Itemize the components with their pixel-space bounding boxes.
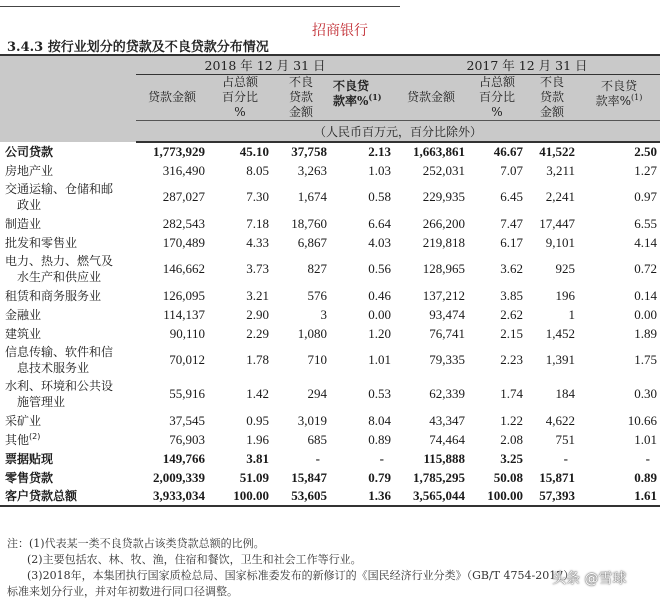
row-industry-name: 批发和零售业: [5, 235, 78, 250]
cell-loan-amount-2018: 287,027: [162, 189, 205, 204]
table-row: [0, 180, 660, 214]
footnotes: [7, 536, 574, 600]
col-pct-total-2018: 占总额 百分比 %: [221, 75, 258, 119]
cell-npl-ratio-2017: 0.89: [634, 469, 657, 485]
table-row: [0, 377, 660, 411]
row-industry-name: 金融业: [5, 307, 42, 322]
row-industry-name: 采矿业: [5, 413, 42, 428]
cell-npl-amount-2017: 57,393: [526, 487, 578, 506]
cell-pct-total-2017: 100.00: [468, 487, 526, 506]
cell-pct-total-2018: 7.18: [246, 215, 269, 231]
cell-loan-amount-2017: 1,785,295: [413, 469, 465, 485]
cell-loan-amount-2018: 114,137: [163, 306, 205, 322]
cell-pct-total-2018: 1.42: [246, 386, 269, 401]
col-npl-ratio-2018: 不良贷 款率%$^{(1)}$: [333, 79, 382, 108]
cell-loan-amount-2017: 3,565,044: [394, 487, 468, 506]
col-pct-total-2017: 占总额 百分比 %: [478, 75, 515, 119]
cell-loan-amount-2017: 62,339: [429, 386, 465, 401]
cell-loan-amount-2018: 146,662: [162, 261, 205, 276]
cell-pct-total-2018: 2.29: [246, 325, 269, 341]
col-npl-ratio-2017: 不良贷 款率%$^{(1)}$: [595, 79, 643, 108]
cell-loan-amount-2017: 1,663,861: [413, 144, 465, 159]
cell-npl-ratio-2017: 1.75: [634, 352, 657, 367]
col-npl-amount-2017: 不良 贷款 金额: [539, 75, 564, 119]
cell-pct-total-2018: 0.95: [246, 412, 269, 428]
table-row: [0, 487, 660, 506]
cell-loan-amount-2018: 55,916: [169, 386, 205, 401]
cell-pct-total-2017: 46.67: [493, 144, 523, 159]
cell-npl-ratio-2018: 0.46: [368, 287, 391, 303]
cell-npl-amount-2017: -: [563, 450, 568, 466]
cell-loan-amount-2018: 37,545: [169, 412, 205, 428]
cell-npl-ratio-2017: 0.30: [634, 386, 657, 401]
cell-npl-ratio-2018: -: [379, 450, 384, 466]
cell-pct-total-2018: 2.90: [246, 306, 269, 322]
table-row: [0, 430, 660, 449]
table-row: [0, 411, 660, 430]
cell-loan-amount-2018: 126,095: [162, 287, 205, 303]
cell-npl-amount-2018: 1,080: [297, 325, 327, 341]
cell-npl-amount-2018: 710: [307, 352, 327, 367]
cell-pct-total-2018: 45.10: [239, 144, 269, 159]
cell-npl-amount-2017: 3,211: [546, 162, 575, 178]
section-title: 3.4.3 按行业划分的贷款及不良贷款分布情况: [7, 40, 269, 55]
cell-npl-amount-2018: 576: [307, 287, 327, 303]
cell-loan-amount-2018: 282,543: [162, 215, 205, 231]
cell-loan-amount-2017: 115,888: [423, 450, 465, 466]
cell-npl-ratio-2018: 0.56: [368, 261, 391, 276]
cell-pct-total-2018: 1.96: [246, 431, 269, 447]
cell-pct-total-2017: 2.15: [500, 325, 523, 341]
cell-npl-amount-2018: 53,605: [272, 487, 330, 506]
cell-npl-amount-2018: 6,867: [297, 234, 327, 250]
cell-pct-total-2018: 3.73: [246, 261, 269, 276]
table-row: [0, 214, 660, 233]
cell-pct-total-2018: 1.78: [246, 352, 269, 367]
bank-brand-label: 招商银行: [312, 23, 368, 39]
cell-loan-amount-2017: 79,335: [429, 352, 465, 367]
row-industry-name: 制造业: [5, 216, 42, 231]
table-row: [0, 142, 660, 161]
cell-npl-amount-2017: 9,101: [545, 234, 575, 250]
cell-loan-amount-2018: 3,933,034: [136, 487, 208, 506]
col-loan-amount-2017: 贷款金额: [406, 90, 455, 104]
top-rule: [0, 6, 400, 7]
footnote-3-cont: 标准来划分行业，并对年初数进行同口径调整。: [7, 585, 238, 598]
cell-npl-amount-2017: 196: [555, 287, 575, 303]
col-loan-amount-2018: 贷款金额: [147, 90, 196, 104]
cell-npl-ratio-2018: 0.58: [368, 189, 391, 204]
table-row: [0, 343, 660, 377]
cell-npl-ratio-2017: 0.14: [634, 287, 657, 303]
cell-loan-amount-2018: 76,903: [169, 431, 205, 447]
cell-npl-amount-2017: 1: [568, 306, 575, 322]
cell-pct-total-2017: 6.45: [500, 189, 523, 204]
cell-npl-amount-2018: 15,847: [291, 469, 327, 485]
cell-npl-amount-2017: 925: [555, 261, 575, 276]
cell-pct-total-2017: 7.07: [500, 162, 523, 178]
table-row: [0, 233, 660, 252]
cell-npl-amount-2017: 17,447: [539, 215, 575, 231]
cell-npl-ratio-2018: 0.79: [368, 469, 391, 485]
watermark: 头条 @雪球: [552, 571, 627, 587]
table-row: [0, 305, 660, 324]
cell-npl-ratio-2017: 1.01: [634, 431, 657, 447]
cell-npl-ratio-2018: 1.36: [330, 487, 394, 506]
cell-pct-total-2018: 3.21: [246, 287, 269, 303]
cell-npl-ratio-2018: 8.04: [368, 412, 391, 428]
cell-loan-amount-2017: 137,212: [422, 287, 465, 303]
cell-npl-amount-2018: 3,019: [297, 412, 327, 428]
table-row: [0, 161, 660, 180]
header-blank: [0, 55, 136, 142]
table-row: [0, 468, 660, 487]
cell-npl-ratio-2017: 10.66: [627, 412, 657, 428]
cell-pct-total-2017: 7.47: [500, 215, 523, 231]
cell-pct-total-2017: 3.62: [500, 261, 523, 276]
cell-npl-amount-2018: 827: [307, 261, 327, 276]
cell-loan-amount-2017: 229,935: [422, 189, 465, 204]
cell-pct-total-2018: 100.00: [208, 487, 272, 506]
table-row: [0, 324, 660, 343]
cell-npl-ratio-2018: 0.53: [368, 386, 391, 401]
row-industry-name: 零售贷款: [5, 470, 54, 485]
row-industry-name: 房地产业: [5, 163, 54, 178]
cell-loan-amount-2017: 266,200: [422, 215, 465, 231]
cell-loan-amount-2017: 43,347: [429, 412, 465, 428]
year-header-2018: 2018 年 12 月 31 日: [136, 55, 394, 75]
cell-pct-total-2017: 2.08: [500, 431, 523, 447]
cell-npl-ratio-2017: 6.55: [634, 215, 657, 231]
cell-pct-total-2018: 8.05: [246, 162, 269, 178]
cell-npl-amount-2018: 3,263: [297, 162, 327, 178]
cell-npl-ratio-2018: 1.20: [368, 325, 391, 341]
cell-loan-amount-2017: 76,741: [429, 325, 465, 341]
cell-loan-amount-2017: 252,031: [422, 162, 465, 178]
cell-pct-total-2017: 1.22: [500, 412, 523, 428]
cell-npl-amount-2018: 3: [320, 306, 327, 322]
cell-npl-ratio-2018: 6.64: [368, 215, 391, 231]
loan-distribution-table-container: [0, 54, 660, 507]
cell-npl-amount-2018: 18,760: [291, 215, 327, 231]
loan-distribution-table: [0, 54, 660, 507]
cell-pct-total-2017: 50.08: [493, 469, 523, 485]
cell-pct-total-2017: 3.85: [500, 287, 523, 303]
cell-loan-amount-2018: 2,009,339: [153, 469, 205, 485]
row-industry-name: 水利、环境和公共设 施管理业: [5, 379, 114, 409]
cell-npl-ratio-2018: 0.89: [368, 431, 391, 447]
cell-npl-amount-2017: 4,622: [545, 412, 575, 428]
table-row: [0, 449, 660, 468]
cell-pct-total-2017: 2.23: [500, 352, 523, 367]
cell-npl-ratio-2017: 0.97: [634, 189, 657, 204]
cell-loan-amount-2017: 128,965: [422, 261, 465, 276]
row-industry-name: 公司贷款: [5, 144, 54, 159]
cell-loan-amount-2018: 170,489: [162, 234, 205, 250]
cell-pct-total-2017: 2.62: [500, 306, 523, 322]
cell-npl-amount-2018: -: [315, 450, 320, 466]
row-industry-name: 信息传输、软件和信 息技术服务业: [5, 345, 114, 375]
cell-npl-amount-2017: 2,241: [545, 189, 575, 204]
cell-npl-amount-2017: 15,871: [539, 469, 575, 485]
footnote-3: (3)2018年，本集团执行国家质检总局、国家标准委发布的新修订的《国民经济行业分类》（GB/T 4754-2017）: [27, 569, 575, 582]
cell-loan-amount-2018: 90,110: [169, 325, 205, 341]
row-industry-name: 交通运输、仓储和邮 政业: [5, 182, 114, 212]
col-npl-amount-2018: 不良 贷款 金额: [288, 75, 313, 119]
cell-pct-total-2017: 3.25: [500, 450, 523, 466]
cell-loan-amount-2018: 316,490: [162, 162, 205, 178]
cell-loan-amount-2017: 93,474: [429, 306, 465, 322]
cell-loan-amount-2018: 70,012: [169, 352, 205, 367]
row-industry-name: 客户贷款总额: [0, 487, 136, 506]
row-industry-name: 租赁和商务服务业: [5, 288, 102, 303]
cell-npl-ratio-2017: 4.14: [634, 234, 657, 250]
cell-npl-ratio-2018: 0.00: [368, 306, 391, 322]
cell-loan-amount-2018: 1,773,929: [153, 144, 205, 159]
cell-loan-amount-2018: 149,766: [162, 450, 205, 466]
footnote-1: 注：(1)代表某一类不良贷款占该类贷款总额的比例。: [7, 537, 265, 550]
cell-npl-ratio-2017: 0.72: [634, 261, 657, 276]
cell-npl-ratio-2018: 4.03: [368, 234, 391, 250]
cell-npl-amount-2017: 1,452: [545, 325, 575, 341]
cell-pct-total-2018: 51.09: [239, 469, 269, 485]
table-row: [0, 252, 660, 286]
cell-npl-amount-2017: 751: [555, 431, 575, 447]
cell-pct-total-2017: 6.17: [500, 234, 523, 250]
cell-loan-amount-2017: 219,818: [422, 234, 465, 250]
table-row: [0, 286, 660, 305]
cell-npl-ratio-2017: -: [645, 450, 650, 466]
cell-pct-total-2017: 1.74: [500, 386, 523, 401]
row-industry-name: 电力、热力、燃气及 水生产和供应业: [5, 254, 114, 284]
cell-npl-amount-2018: 294: [307, 386, 327, 401]
year-header-2017: 2017 年 12 月 31 日: [394, 55, 660, 75]
cell-pct-total-2018: 3.81: [246, 450, 269, 466]
cell-npl-amount-2017: 1,391: [545, 352, 575, 367]
cell-npl-ratio-2017: 1.61: [578, 487, 660, 506]
row-industry-name: 其他$^{(2)}$: [5, 431, 41, 447]
cell-npl-amount-2017: 41,522: [539, 144, 575, 159]
cell-npl-ratio-2017: 1.89: [634, 325, 657, 341]
unit-note: （人民币百万元，百分比除外）: [136, 121, 660, 143]
cell-npl-ratio-2018: 1.01: [368, 352, 391, 367]
row-industry-name: 建筑业: [5, 326, 42, 341]
cell-npl-ratio-2018: 2.13: [368, 144, 391, 159]
cell-npl-ratio-2017: 1.27: [634, 162, 657, 178]
cell-npl-amount-2017: 184: [555, 386, 575, 401]
cell-npl-ratio-2017: 0.00: [634, 306, 657, 322]
cell-npl-ratio-2018: 1.03: [368, 162, 391, 178]
cell-npl-amount-2018: 1,674: [297, 189, 327, 204]
cell-npl-ratio-2017: 2.50: [634, 144, 657, 159]
footnote-2: (2)主要包括农、林、牧、渔，住宿和餐饮，卫生和社会工作等行业。: [27, 553, 362, 566]
row-industry-name: 票据贴现: [5, 451, 54, 466]
cell-loan-amount-2017: 74,464: [429, 431, 465, 447]
cell-pct-total-2018: 4.33: [246, 234, 269, 250]
cell-pct-total-2018: 7.30: [246, 189, 269, 204]
cell-npl-amount-2018: 37,758: [291, 144, 327, 159]
cell-npl-amount-2018: 685: [307, 431, 327, 447]
